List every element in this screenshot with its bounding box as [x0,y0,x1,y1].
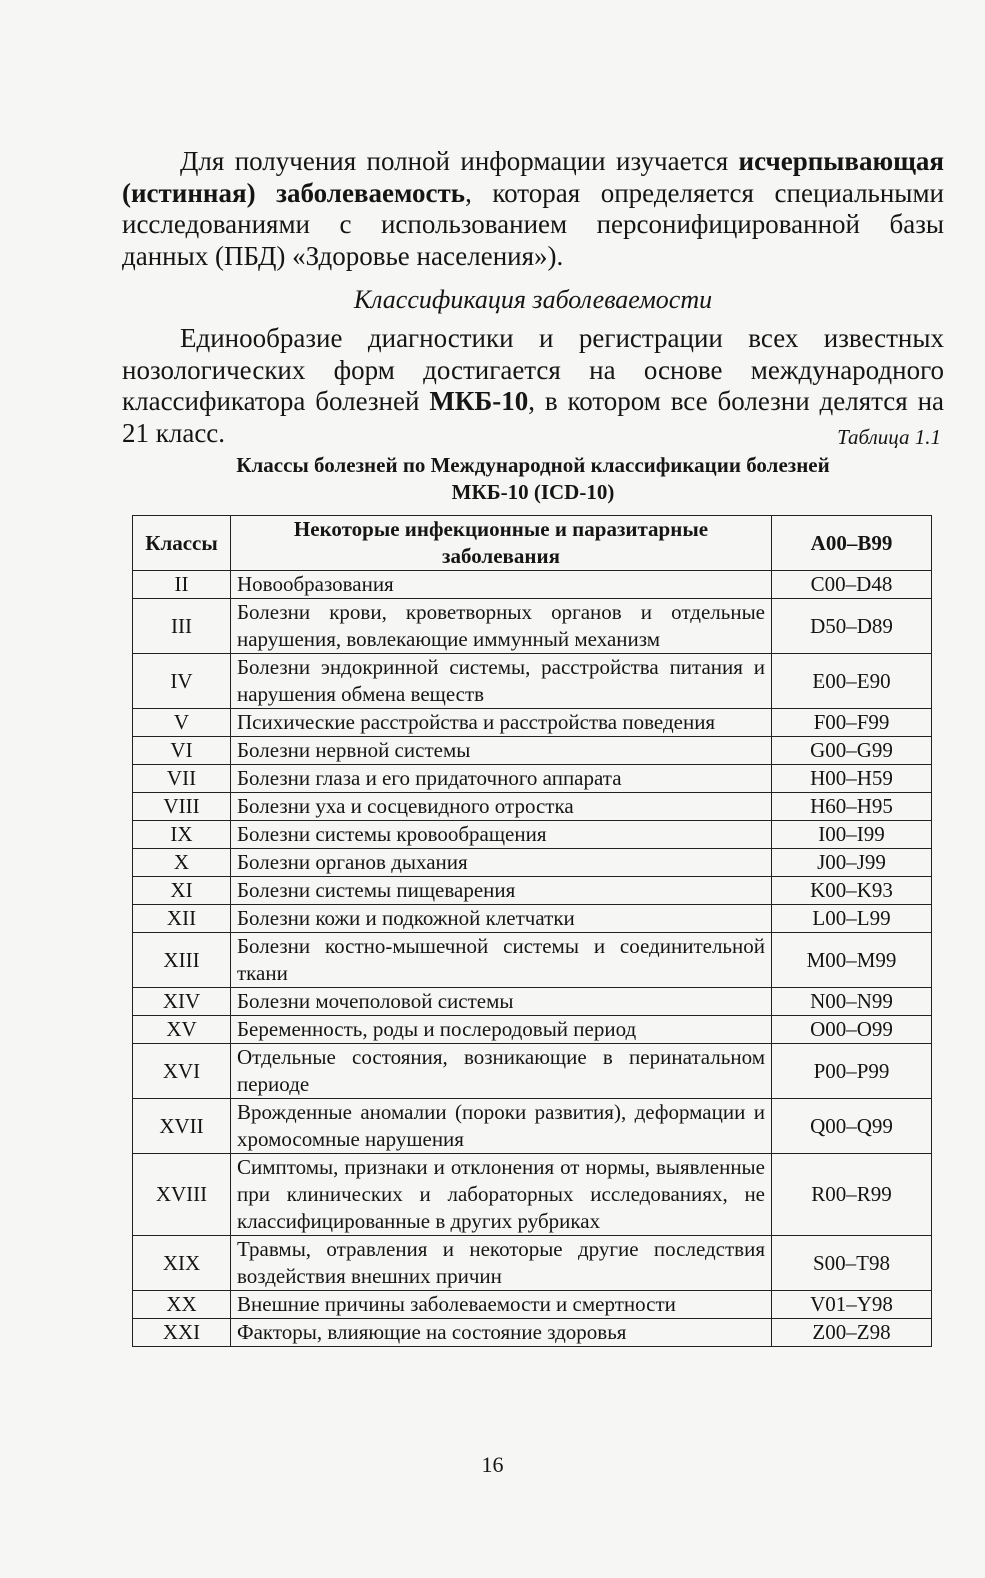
code-cell: V01–Y98 [772,1291,932,1319]
name-cell: Болезни нервной системы [231,737,772,765]
name-cell: Болезни органов дыхания [231,849,772,877]
name-cell: Болезни уха и сосцевидного отростка [231,793,772,821]
code-cell: J00–J99 [772,849,932,877]
class-cell: XVII [133,1099,231,1154]
name-cell: Врожденные аномалии (пороки развития), деформации и хромосомные нарушения [231,1099,772,1154]
classification-text-end: , в котором все болезни делятся на 21 класс. [122,386,945,448]
code-cell: C00–D48 [772,571,932,599]
intro-text-start: Для получения полной информации изучается [180,146,739,176]
name-cell: Факторы, влияющие на состояние здоровья [231,1319,772,1347]
code-cell: Z00–Z98 [772,1319,932,1347]
table-label: Таблица 1.1 [837,425,941,449]
table-row [133,709,932,737]
table-row [133,1291,932,1319]
icd-classes-table [132,515,932,1347]
table-row [133,765,932,793]
table-header-row [133,516,932,571]
table-row [133,599,932,654]
intro-text-end: , которая определяется специальными исследованиями с использованием персонифицированной базы данных (ПБД) «Здоровье населения»). [122,177,944,271]
table-body [133,571,932,1347]
table-row [133,737,932,765]
page-number: 16 [481,1452,504,1477]
name-cell: Болезни костно-мышечной системы и соединительной ткани [231,933,772,988]
name-cell: Травмы, отравления и некоторые другие последствия воздействия внешних причин [231,1236,772,1291]
class-cell: II [133,571,231,599]
intro-paragraph [122,146,944,272]
name-cell: Отдельные состояния, возникающие в перинатальном периоде [231,1044,772,1099]
table-row [133,877,932,905]
code-cell: O00–O99 [772,1016,932,1044]
header-classes: Классы [133,516,231,571]
code-cell: R00–R99 [772,1154,932,1236]
name-cell: Беременность, роды и послеродовый период [231,1016,772,1044]
table-row [133,793,932,821]
name-cell: Болезни кожи и подкожной клетчатки [231,905,772,933]
class-cell: VII [133,765,231,793]
section-subheading: Классификация заболеваемости [353,285,713,314]
table-title-line-1: Классы болезней по Международной классификации болезней [236,453,830,477]
table-row [133,1044,932,1099]
class-cell: XV [133,1016,231,1044]
table-row [133,1154,932,1236]
class-cell: IX [133,821,231,849]
code-cell: K00–K93 [772,877,932,905]
code-cell: G00–G99 [772,737,932,765]
classification-text-start: Единообразие диагностики и регистрации всех известных нозологических форм достигается на основе международного классификатора болезней [122,323,944,416]
header-class-i-code: A00–B99 [772,516,932,571]
classification-paragraph [122,323,944,449]
class-cell: IV [133,654,231,709]
table-row [133,654,932,709]
code-cell: N00–N99 [772,988,932,1016]
table-row [133,988,932,1016]
class-cell: III [133,599,231,654]
class-cell: X [133,849,231,877]
class-cell: VIII [133,793,231,821]
name-cell: Болезни глаза и его придаточного аппарата [231,765,772,793]
table-row [133,1016,932,1044]
table-row [133,933,932,988]
name-cell: Болезни крови, кроветворных органов и отдельные нарушения, вовлекающие иммунный механизм [231,599,772,654]
code-cell: F00–F99 [772,709,932,737]
code-cell: E00–E90 [772,654,932,709]
table-row [133,905,932,933]
table-row [133,821,932,849]
class-cell: XVIII [133,1154,231,1236]
class-cell: XIX [133,1236,231,1291]
table-row [133,1236,932,1291]
table-row [133,571,932,599]
class-cell: XVI [133,1044,231,1099]
class-cell: XXI [133,1319,231,1347]
code-cell: Q00–Q99 [772,1099,932,1154]
code-cell: I00–I99 [772,821,932,849]
code-cell: D50–D89 [772,599,932,654]
classification-bold-term: МКБ-10 [429,386,529,416]
header-class-i-name: Некоторые инфекционные и паразитарные заболевания [231,516,772,571]
class-cell: VI [133,737,231,765]
table-row [133,1319,932,1347]
code-cell: H00–H59 [772,765,932,793]
name-cell: Симптомы, признаки и отклонения от нормы, выявленные при клинических и лабораторных исследованиях, не классифицированные в других рубриках [231,1154,772,1236]
name-cell: Новообразования [231,571,772,599]
name-cell: Психические расстройства и расстройства поведения [231,709,772,737]
class-cell: XI [133,877,231,905]
code-cell: H60–H95 [772,793,932,821]
code-cell: P00–P99 [772,1044,932,1099]
name-cell: Болезни системы кровообращения [231,821,772,849]
table-row [133,849,932,877]
name-cell: Внешние причины заболеваемости и смертности [231,1291,772,1319]
code-cell: M00–M99 [772,933,932,988]
class-cell: XIII [133,933,231,988]
name-cell: Болезни эндокринной системы, расстройства питания и нарушения обмена веществ [231,654,772,709]
class-cell: V [133,709,231,737]
class-cell: XIV [133,988,231,1016]
class-cell: XX [133,1291,231,1319]
intro-bold-term: исчерпывающая (истинная) заболеваемость [122,146,944,208]
code-cell: S00–T98 [772,1236,932,1291]
table-title-line-2: МКБ-10 (ICD-10) [451,480,615,504]
class-cell: XII [133,905,231,933]
code-cell: L00–L99 [772,905,932,933]
table-row [133,1099,932,1154]
name-cell: Болезни системы пищеварения [231,877,772,905]
name-cell: Болезни мочеполовой системы [231,988,772,1016]
table-title [122,452,944,506]
